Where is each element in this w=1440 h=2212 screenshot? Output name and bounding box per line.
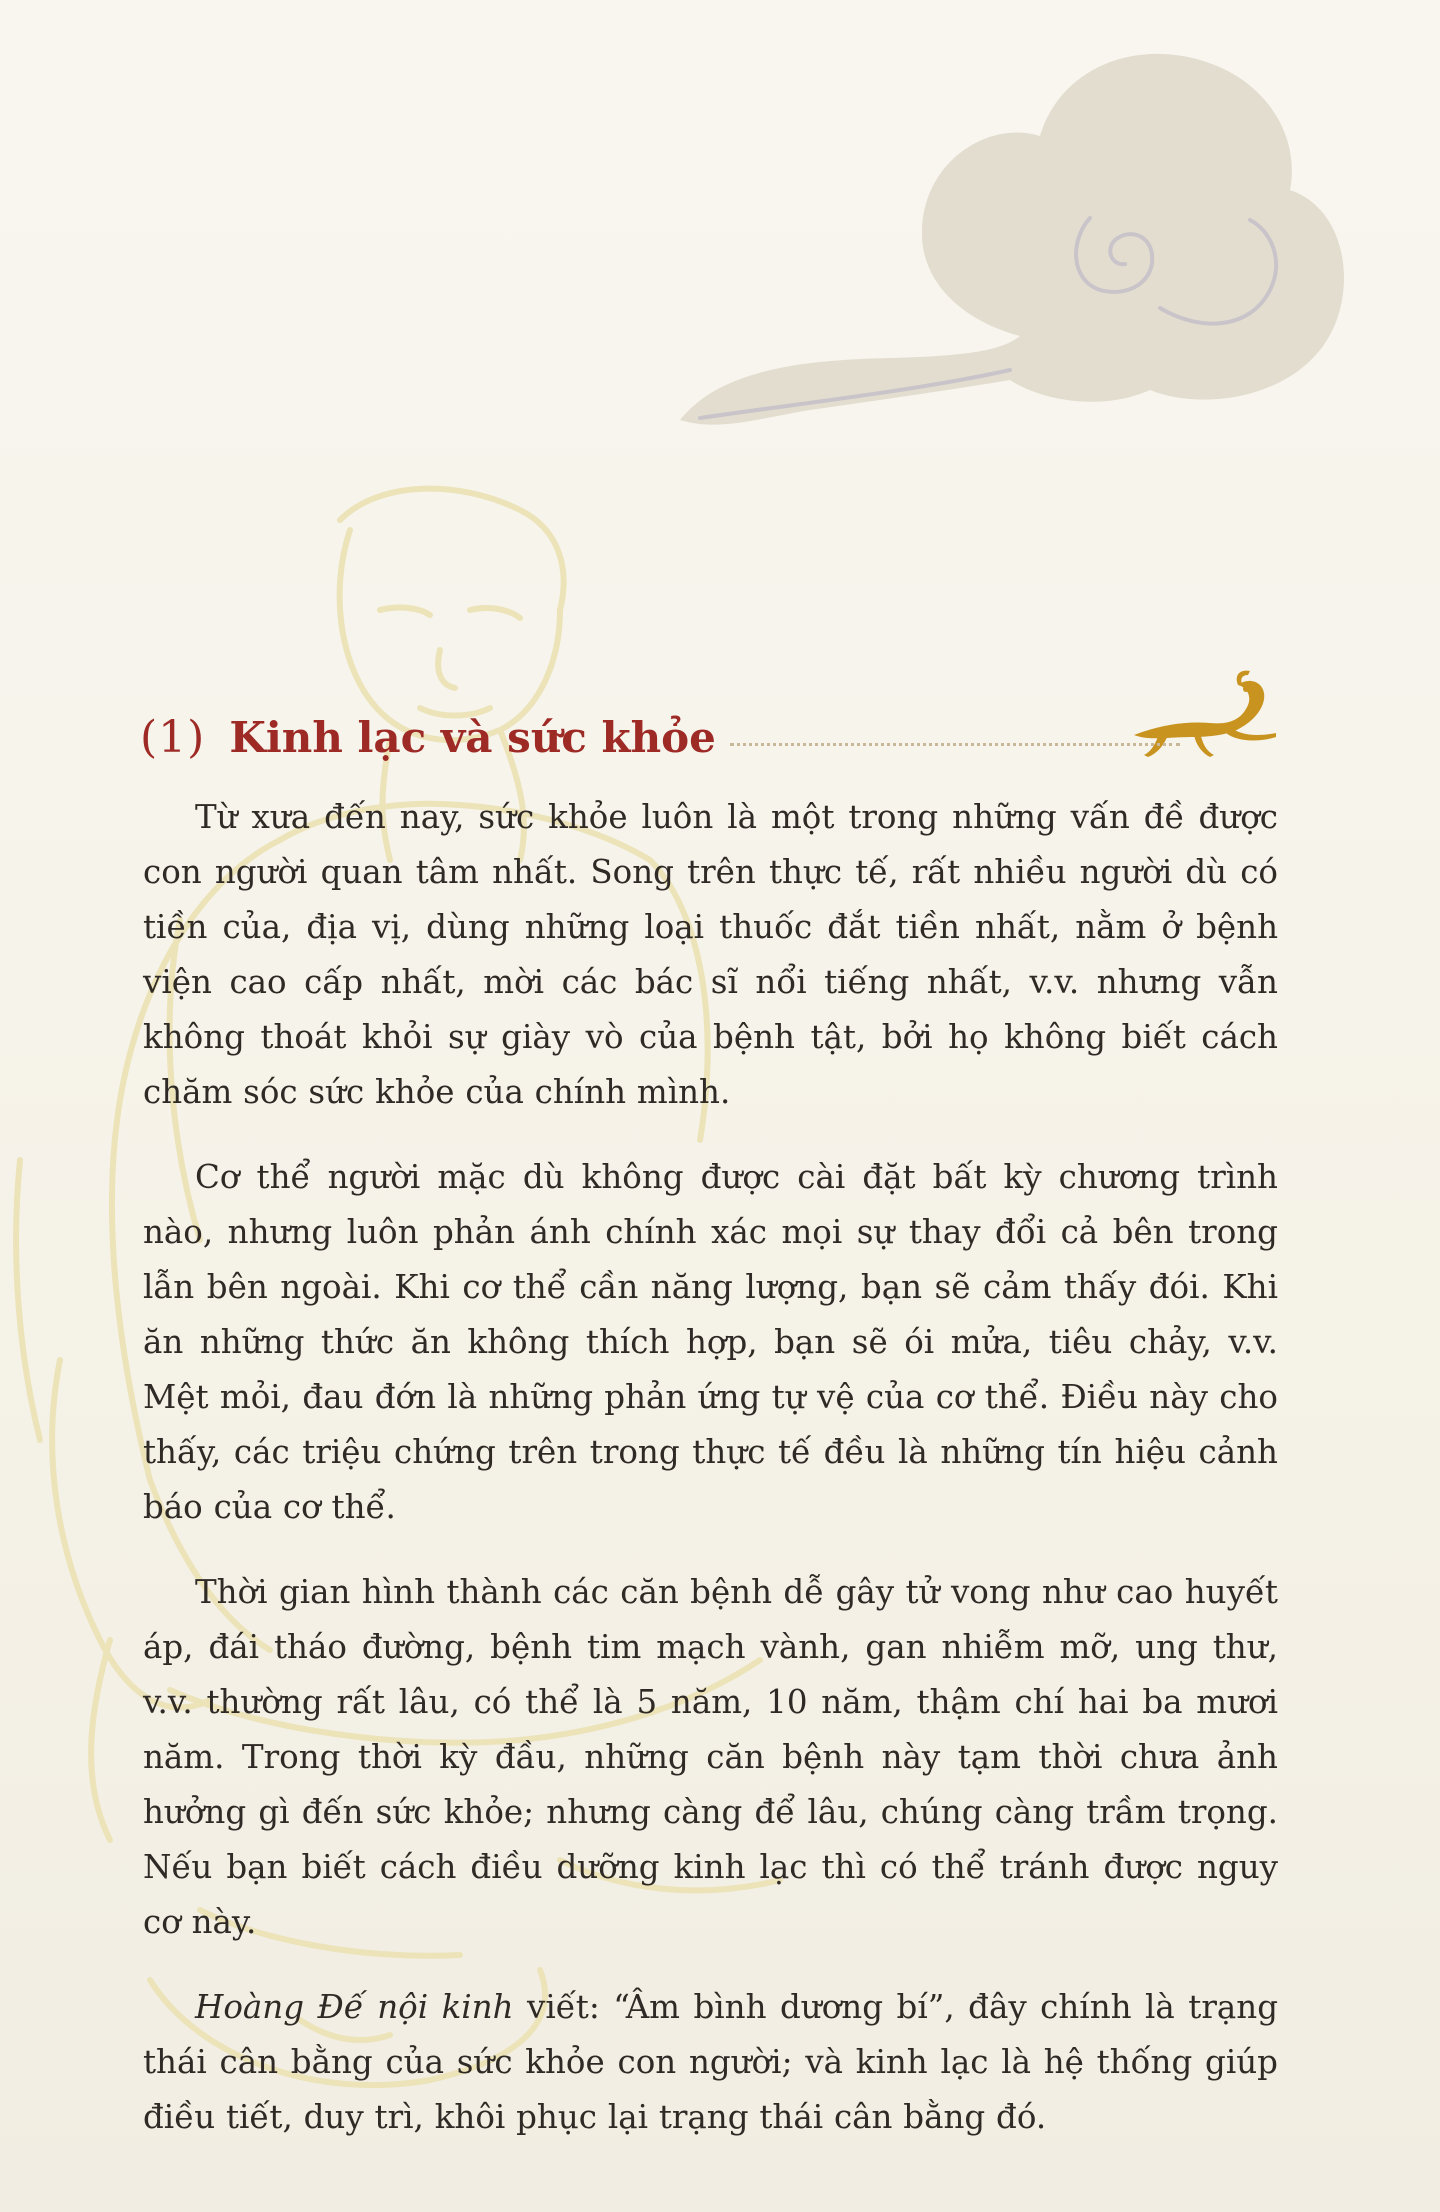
paragraph-4-text: viết: “Âm bình dương bí”, đây chính là trạng thái cân bằng của sức khỏe con người; và kinh lạc là hệ thống giúp điều tiết, duy trì, khôi phục lại trạng thái cân bằng đó. <box>143 1988 1279 2136</box>
cloud-illustration <box>660 40 1360 500</box>
dotted-leader <box>730 739 1180 746</box>
section-title: Kinh lạc và sức khỏe <box>229 713 716 762</box>
paragraph-2: Cơ thể người mặc dù không được cài đặt bất kỳ chương trình nào, nhưng luôn phản ánh chính xác mọi sự thay đổi cả bên trong lẫn bên ngoài. Khi cơ thể cần năng lượng, bạn sẽ cảm thấy đói. Khi ăn những thức ăn không thích hợp, bạn sẽ ói mửa, tiêu chảy, v.v. Mệt mỏi, đau đớn là những phản ứng tự vệ của cơ thể. Điều này cho thấy, các triệu chứng trên trong thực tế đều là những tín hiệu cảnh báo của cơ thể. <box>143 1158 1278 1526</box>
section-number: (1) <box>140 712 206 763</box>
body-text <box>143 790 1278 2145</box>
paragraph-4 <box>143 1980 1278 2145</box>
section-heading <box>140 712 1180 782</box>
paragraph-3: Thời gian hình thành các căn bệnh dễ gây tử vong như cao huyết áp, đái tháo đường, bệnh tim mạch vành, gan nhiễm mỡ, ung thư, v.v. thường rất lâu, có thể là 5 năm, 10 năm, thậm chí hai ba mươi năm. Trong thời kỳ đầu, những căn bệnh này tạm thời chưa ảnh hưởng gì đến sức khỏe; nhưng càng để lâu, chúng càng trầm trọng. Nếu bạn biết cách điều dưỡng kinh lạc thì có thể tránh được nguy cơ này. <box>143 1573 1278 1941</box>
book-title: Hoàng Đế nội kinh <box>195 1988 514 2026</box>
paragraph-1: Từ xưa đến nay, sức khỏe luôn là một trong những vấn đề được con người quan tâm nhất. Song trên thực tế, rất nhiều người dù có tiền của, địa vị, dùng những loại thuốc đắt tiền nhất, nằm ở bệnh viện cao cấp nhất, mời các bác sĩ nổi tiếng nhất, v.v. nhưng vẫn không thoát khỏi sự giày vò của bệnh tật, bởi họ không biết cách chăm sóc sức khỏe của chính mình. <box>143 798 1278 1111</box>
